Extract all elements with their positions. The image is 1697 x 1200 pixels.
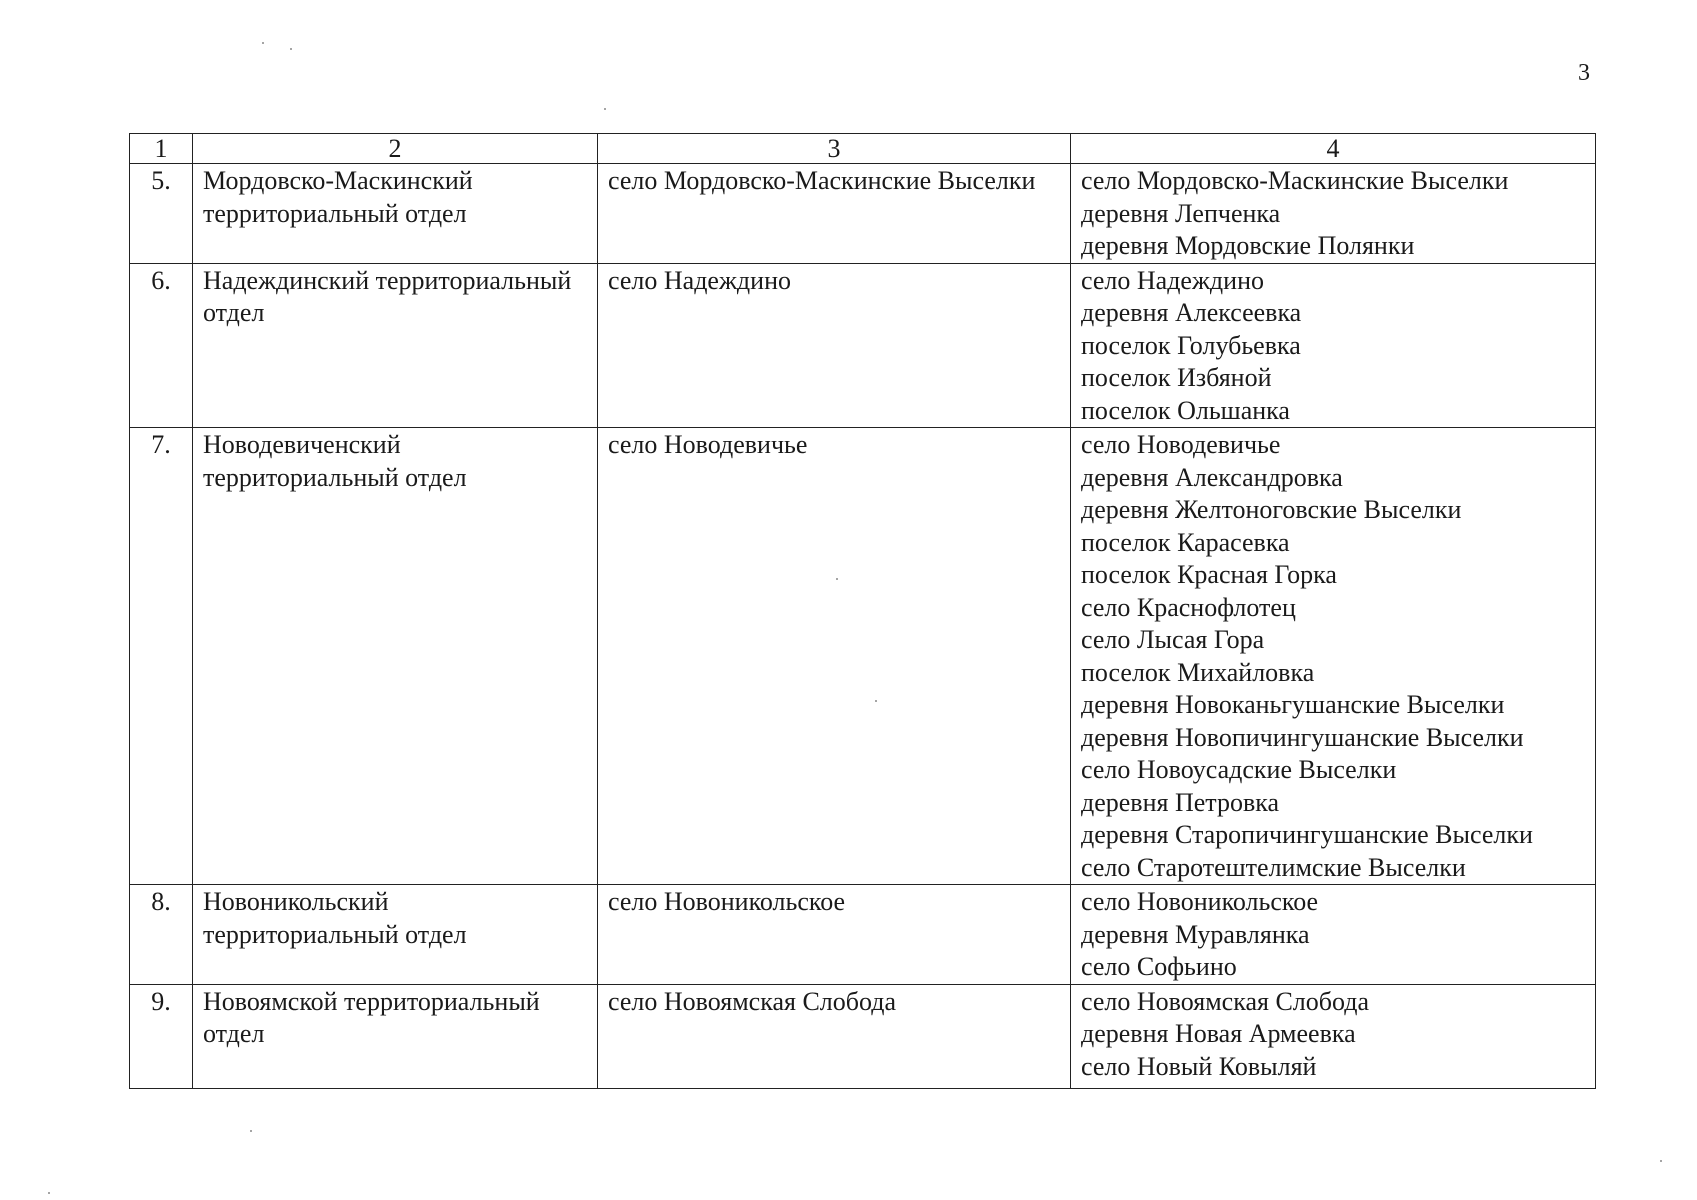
column-header: 3 — [598, 134, 1071, 164]
settlement: село Софьино — [1081, 952, 1237, 981]
department-name: Новоникольский территориальный отдел — [203, 887, 467, 949]
settlement: село Старотештелимские Выселки — [1081, 852, 1466, 882]
row-number: 9. — [130, 984, 193, 1088]
department-name: Новодевиченский территориальный отдел — [203, 430, 467, 492]
department-name: Надеждинский территориальный отдел — [203, 265, 572, 327]
column-header: 2 — [193, 134, 598, 164]
settlement: село Краснофлотец — [1081, 592, 1296, 622]
center-name: село Новоямская Слобода — [608, 986, 897, 1016]
table-row — [130, 984, 1596, 1088]
center-name: село Новодевичье — [608, 430, 808, 459]
department-cell — [193, 428, 598, 885]
center-cell — [598, 428, 1071, 885]
table-row — [130, 164, 1596, 264]
settlement: деревня Муравлянка — [1081, 919, 1310, 949]
settlement: село Новодевичье — [1081, 430, 1281, 459]
settlement: поселок Голубьевка — [1081, 330, 1301, 360]
settlement: деревня Лепченка — [1081, 198, 1281, 228]
settlement: село Новоусадские Выселки — [1081, 755, 1397, 784]
settlement: село Новоямская Слобода — [1081, 986, 1370, 1016]
table-row — [130, 885, 1596, 985]
settlement: деревня Алексеевка — [1081, 298, 1302, 327]
settlement: деревня Новая Армеевка — [1081, 1019, 1356, 1048]
settlement: поселок Красная Горка — [1081, 560, 1337, 589]
settlement: село Новоникольское — [1081, 887, 1319, 916]
settlement: деревня Новоканьгушанские Выселки — [1081, 690, 1505, 719]
settlement: деревня Желтоноговские Выселки — [1081, 495, 1462, 524]
settlement: деревня Старопичингушанские Выселки — [1081, 820, 1533, 849]
territory-table — [129, 133, 1596, 1089]
department-cell — [193, 164, 598, 264]
center-cell — [598, 885, 1071, 985]
center-name: село Надеждино — [608, 265, 791, 295]
scan-speck — [1660, 1160, 1662, 1162]
department-cell — [193, 984, 598, 1088]
department-cell — [193, 263, 598, 428]
settlement: поселок Избяной — [1081, 363, 1272, 392]
center-cell — [598, 164, 1071, 264]
settlement: село Новый Ковыляй — [1081, 1051, 1317, 1081]
scan-speck — [836, 578, 838, 580]
page-number: 3 — [1578, 60, 1590, 86]
settlement: поселок Михайловка — [1081, 657, 1315, 687]
center-cell — [598, 263, 1071, 428]
table-row — [130, 263, 1596, 428]
table-header-row — [130, 134, 1596, 164]
settlement: деревня Мордовские Полянки — [1081, 231, 1415, 260]
settlements-cell — [1071, 263, 1596, 428]
settlement: поселок Ольшанка — [1081, 395, 1290, 425]
center-name: село Новоникольское — [608, 887, 846, 916]
settlement: поселок Карасевка — [1081, 527, 1290, 557]
settlements-cell — [1071, 885, 1596, 985]
settlement: село Лысая Гора — [1081, 625, 1265, 654]
scan-speck — [290, 48, 292, 50]
column-header: 4 — [1071, 134, 1596, 164]
row-number: 5. — [130, 164, 193, 264]
scan-speck — [48, 1192, 50, 1194]
row-number: 7. — [130, 428, 193, 885]
scan-speck — [250, 1130, 252, 1132]
settlements-cell — [1071, 984, 1596, 1088]
department-cell — [193, 885, 598, 985]
settlements-cell — [1071, 428, 1596, 885]
scan-speck — [875, 700, 877, 702]
row-number: 6. — [130, 263, 193, 428]
table-row — [130, 428, 1596, 885]
scan-speck — [262, 42, 264, 44]
settlement: село Мордовско-Маскинские Выселки — [1081, 166, 1509, 195]
column-header: 1 — [130, 134, 193, 164]
settlement: деревня Петровка — [1081, 787, 1280, 817]
department-name: Новоямской территориальный отдел — [203, 986, 540, 1048]
department-name: Мордовско-Маскинский территориальный отдел — [203, 166, 473, 228]
center-cell — [598, 984, 1071, 1088]
settlement: село Надеждино — [1081, 265, 1264, 295]
center-name: село Мордовско-Маскинские Выселки — [608, 166, 1036, 195]
settlement: деревня Александровка — [1081, 462, 1343, 492]
settlement: деревня Новопичингушанские Выселки — [1081, 722, 1524, 752]
settlements-cell — [1071, 164, 1596, 264]
row-number: 8. — [130, 885, 193, 985]
scan-speck — [604, 108, 606, 110]
